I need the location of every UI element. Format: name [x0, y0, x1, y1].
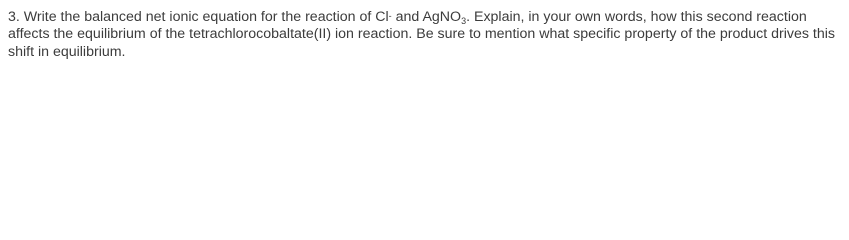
nitrate-subscript: 3 [461, 16, 467, 27]
question-text-rest: . Explain, in your own words, how this second reaction affects the equilibrium of the tetrachlorocobaltate(II) ion reaction. Be sure to mention what specific property of the product drives this shift in equilibrium. [8, 9, 835, 60]
question-text-start: 3. Write the balanced net ionic equation for the reaction of Cl [8, 9, 389, 25]
chloride-charge: - [388, 11, 392, 22]
question-text [8, 9, 844, 61]
question-text-and: and AgNO [391, 9, 462, 25]
